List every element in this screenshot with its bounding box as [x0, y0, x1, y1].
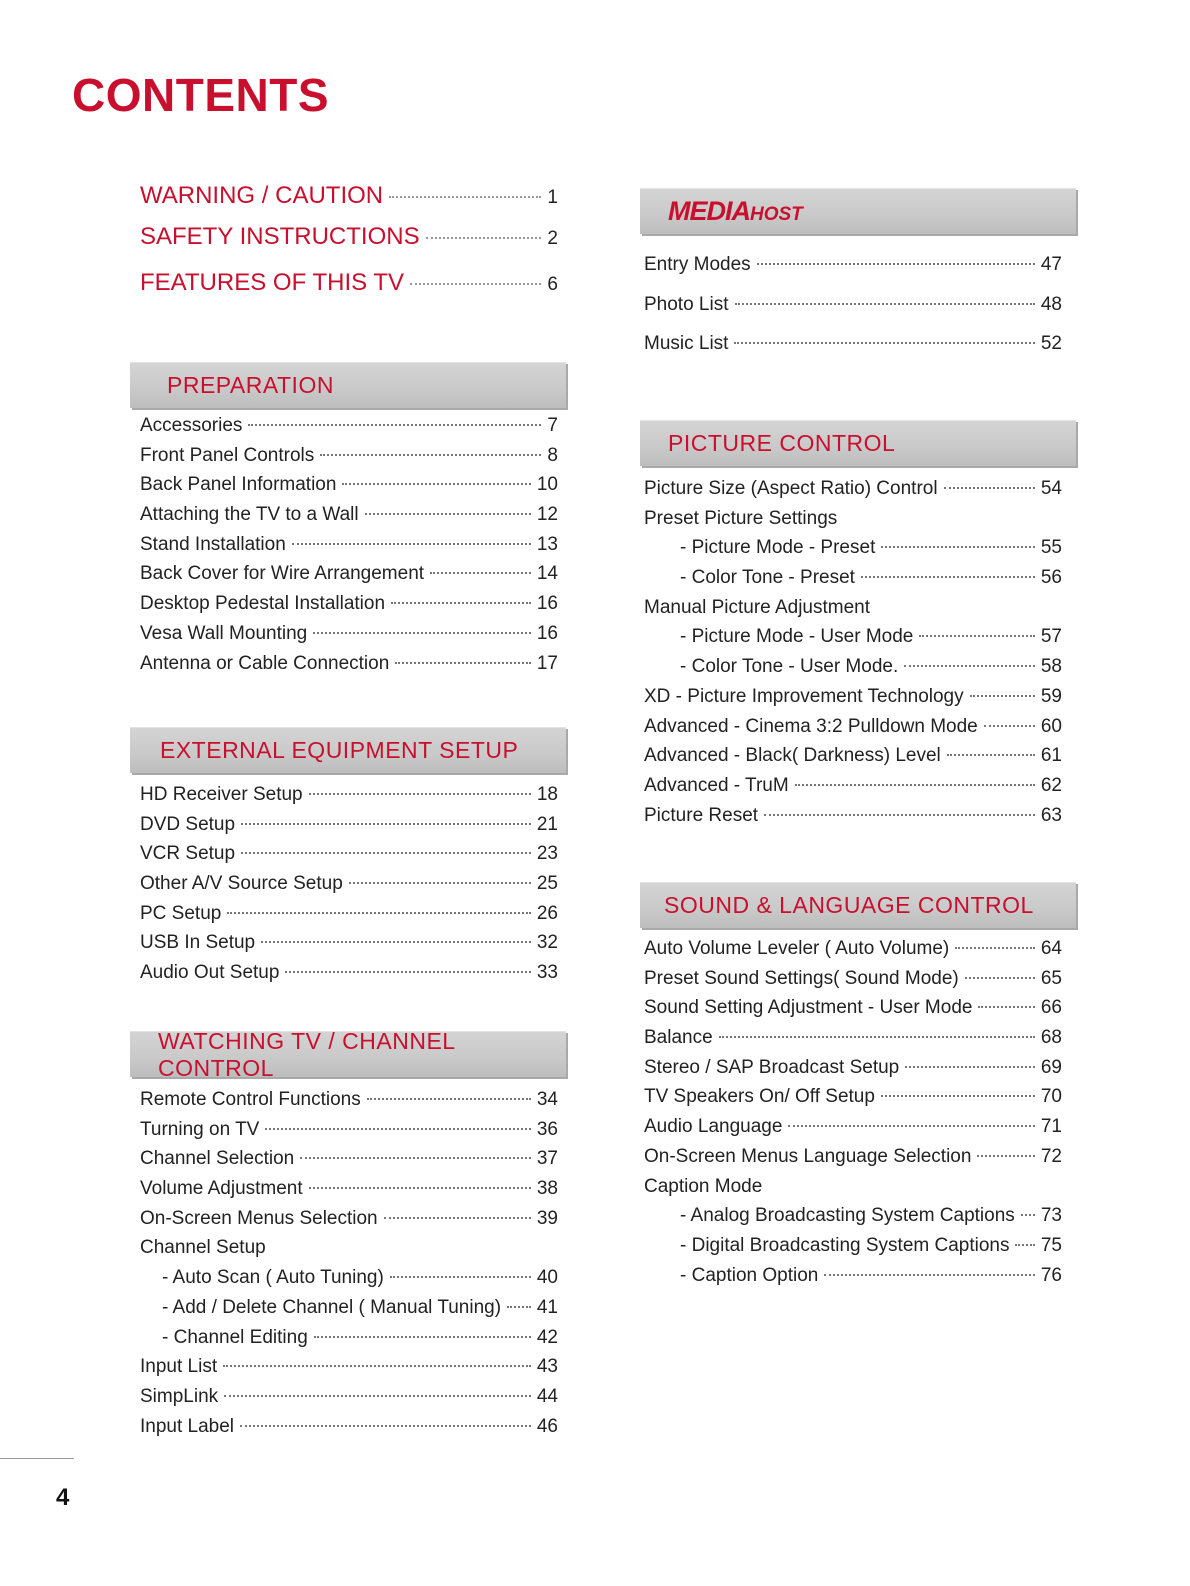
toc-entry-channel-selection[interactable]: [140, 1148, 558, 1178]
section-header-mediahost: [640, 188, 1076, 234]
dot-leader: [349, 882, 531, 884]
toc-entry-title: Photo List: [644, 293, 729, 315]
dot-leader: [241, 823, 531, 825]
toc-entry-title: Channel Setup: [140, 1237, 266, 1259]
toc-entry-title: - Color Tone - User Mode.: [680, 656, 899, 678]
toc-entry-title: Entry Modes: [644, 254, 751, 275]
toc-entry-title: Advanced - TruM: [644, 774, 789, 796]
toc-entry-page: 25: [536, 873, 558, 895]
toc-entry-title: HD Receiver Setup: [140, 784, 303, 805]
toc-entry-page: 57: [1040, 626, 1062, 648]
toc-entry-page: 70: [1040, 1086, 1062, 1108]
section-title: WATCHING TV / CHANNEL CONTROL: [158, 1027, 455, 1081]
dot-leader: [261, 941, 531, 943]
dot-leader: [265, 1128, 531, 1130]
dot-leader: [390, 1276, 531, 1278]
dot-leader: [365, 513, 531, 515]
toc-entry-usb-in-setup[interactable]: [140, 932, 558, 962]
toc-entry-title: Stereo / SAP Broadcast Setup: [644, 1056, 900, 1078]
toc-entry-page: 32: [536, 932, 558, 954]
toc-entry-title: Advanced - Black( Darkness) Level: [644, 745, 941, 767]
toc-link-features[interactable]: [140, 269, 558, 301]
toc-entry-page: 8: [547, 444, 558, 466]
dot-leader: [904, 665, 1035, 667]
toc-entry-digital-broadcasting-system-captions[interactable]: [644, 1235, 1062, 1265]
toc-entry-page: 68: [1040, 1027, 1062, 1049]
toc-entry-page: 41: [536, 1296, 558, 1318]
toc-entry-page: 73: [1040, 1205, 1062, 1227]
dot-leader: [313, 632, 531, 634]
dot-leader: [410, 283, 541, 285]
toc-entry-page: 64: [1040, 938, 1062, 959]
toc-entry-color-tone-user-mode[interactable]: [644, 656, 1062, 686]
toc-entry-picture-mode-preset[interactable]: [644, 537, 1062, 567]
dot-leader: [970, 695, 1035, 697]
toc-entry-title: Stand Installation: [140, 533, 286, 555]
dot-leader: [919, 635, 1035, 637]
toc-entry-attaching-the-tv-to-a-wall[interactable]: [140, 504, 558, 534]
toc-entry-input-label[interactable]: [140, 1416, 558, 1446]
toc-entry-picture-reset[interactable]: [644, 805, 1062, 835]
toc-entry-title: Desktop Pedestal Installation: [140, 593, 386, 615]
toc-entry-title: USB In Setup: [140, 932, 256, 954]
page-title: CONTENTS: [72, 69, 329, 121]
dot-leader: [384, 1217, 531, 1219]
toc-entry-page: 17: [536, 652, 558, 674]
dot-leader: [1015, 1244, 1034, 1246]
toc-entry-title: Preset Picture Settings: [644, 507, 838, 529]
toc-entry-input-list[interactable]: [140, 1356, 558, 1386]
dot-leader: [391, 602, 531, 604]
toc-entry-title: Picture Reset: [644, 804, 759, 826]
footer-rule: [0, 1458, 74, 1459]
toc-entry-title: Channel Selection: [140, 1148, 295, 1170]
toc-entry-page: 36: [536, 1118, 558, 1140]
toc-entry-title: Front Panel Controls: [140, 444, 315, 466]
toc-entry-manual-picture-adjustment[interactable]: [644, 597, 1062, 627]
toc-entry-title: Back Panel Information: [140, 474, 337, 496]
dot-leader: [241, 852, 531, 854]
toc-entry-turning-on-tv[interactable]: [140, 1119, 558, 1149]
toc-entry-page: 14: [536, 563, 558, 585]
dot-leader: [1021, 1214, 1035, 1216]
toc-entry-front-panel-controls[interactable]: [140, 445, 558, 475]
toc-entry-page: 63: [1040, 804, 1062, 826]
toc-entry-auto-volume-leveler-auto-volume[interactable]: [644, 938, 1062, 968]
toc-entry-balance[interactable]: [644, 1027, 1062, 1057]
toc-entry-volume-adjustment[interactable]: [140, 1178, 558, 1208]
toc-entry-title: - Caption Option: [680, 1264, 819, 1286]
toc-entry-vesa-wall-mounting[interactable]: [140, 623, 558, 653]
toc-link-page: 1: [547, 187, 558, 208]
toc-entry-title: VCR Setup: [140, 843, 236, 865]
toc-entry-remote-control-functions[interactable]: [140, 1089, 558, 1119]
toc-entry-title: Advanced - Cinema 3:2 Pulldown Mode: [644, 715, 978, 737]
toc-entry-page: 42: [536, 1326, 558, 1348]
dot-leader: [735, 303, 1035, 305]
toc-entry-advanced-cinema-3-2-pulldown-mode[interactable]: [644, 716, 1062, 746]
dot-leader: [757, 263, 1035, 265]
section-header-preparation: [130, 362, 566, 408]
toc-entry-page: 39: [536, 1207, 558, 1229]
dot-leader: [300, 1157, 531, 1159]
dot-leader: [426, 237, 542, 239]
toc-entry-back-cover-for-wire-arrangement[interactable]: [140, 563, 558, 593]
toc-entry-title: - Auto Scan ( Auto Tuning): [162, 1267, 384, 1289]
toc-entry-auto-scan-auto-tuning[interactable]: [140, 1267, 558, 1297]
toc-entry-title: Manual Picture Adjustment: [644, 596, 871, 618]
dot-leader: [342, 483, 530, 485]
toc-entry-page: 75: [1040, 1234, 1062, 1256]
toc-entry-title: On-Screen Menus Selection: [140, 1207, 378, 1229]
toc-entry-picture-mode-user-mode[interactable]: [644, 626, 1062, 656]
toc-entry-pc-setup[interactable]: [140, 903, 558, 933]
dot-leader: [881, 1095, 1035, 1097]
dot-leader: [861, 576, 1035, 578]
toc-entry-page: 76: [1040, 1264, 1062, 1286]
toc-entry-on-screen-menus-language-selection[interactable]: [644, 1146, 1062, 1176]
toc-entry-title: Caption Mode: [644, 1175, 763, 1197]
dot-leader: [978, 1006, 1034, 1008]
toc-link-page: 6: [547, 274, 558, 295]
toc-entry-tv-speakers-on-off-setup[interactable]: [644, 1086, 1062, 1116]
toc-entry-title: TV Speakers On/ Off Setup: [644, 1086, 875, 1108]
dot-leader: [947, 754, 1035, 756]
toc-entry-page: 43: [536, 1356, 558, 1378]
toc-entry-audio-out-setup[interactable]: [140, 962, 558, 992]
toc-entry-title: Accessories: [140, 415, 243, 436]
toc-entry-page: 34: [536, 1089, 558, 1110]
toc-entry-caption-option[interactable]: [644, 1265, 1062, 1295]
dot-leader: [309, 793, 531, 795]
toc-entry-page: 56: [1040, 567, 1062, 589]
toc-entry-title: On-Screen Menus Language Selection: [644, 1145, 972, 1167]
toc-entry-page: 55: [1040, 537, 1062, 559]
toc-entry-title: - Picture Mode - User Mode: [680, 626, 914, 648]
toc-entry-title: Remote Control Functions: [140, 1089, 361, 1110]
toc-entry-preset-sound-settings-sound-mode[interactable]: [644, 968, 1062, 998]
section-title: SOUND & LANGUAGE CONTROL: [664, 892, 1034, 918]
toc-entry-title: Preset Sound Settings( Sound Mode): [644, 967, 959, 989]
toc-entry-title: - Color Tone - Preset: [680, 567, 855, 589]
section-header-picture-control: [640, 420, 1076, 466]
toc-entry-title: Back Cover for Wire Arrangement: [140, 563, 425, 585]
dot-leader: [795, 784, 1035, 786]
toc-entry-title: Input Label: [140, 1415, 235, 1437]
dot-leader: [367, 1098, 531, 1100]
toc-entry-page: 16: [536, 622, 558, 644]
toc-entry-picture-size-aspect-ratio-control[interactable]: [644, 478, 1062, 508]
dot-leader: [309, 1187, 531, 1189]
section-title: PICTURE CONTROL: [668, 430, 896, 456]
dot-leader: [824, 1274, 1035, 1276]
toc-entry-title: Vesa Wall Mounting: [140, 622, 308, 644]
toc-entry-title: Other A/V Source Setup: [140, 873, 343, 895]
toc-list-mediahost: [644, 254, 1062, 373]
toc-entry-stereo-sap-broadcast-setup[interactable]: [644, 1057, 1062, 1087]
toc-entry-title: Input List: [140, 1356, 218, 1378]
toc-entry-page: 47: [1040, 254, 1062, 275]
toc-entry-title: Auto Volume Leveler ( Auto Volume): [644, 938, 950, 959]
dot-leader: [955, 947, 1035, 949]
toc-entry-page: 12: [536, 504, 558, 526]
toc-entry-advanced-trum[interactable]: [644, 775, 1062, 805]
dot-leader: [248, 424, 541, 426]
toc-entry-page: 71: [1040, 1116, 1062, 1138]
toc-entry-page: 58: [1040, 656, 1062, 678]
toc-list-picture-control: [644, 478, 1062, 834]
toc-list-external-equipment: [140, 784, 558, 992]
toc-list-sound-language: [644, 938, 1062, 1294]
toc-entry-photo-list[interactable]: [644, 294, 1062, 334]
toc-entry-page: 62: [1040, 774, 1062, 796]
toc-entry-page: 13: [536, 533, 558, 555]
toc-entry-page: 66: [1040, 997, 1062, 1019]
toc-entry-channel-setup[interactable]: [140, 1237, 558, 1267]
dot-leader: [227, 912, 531, 914]
toc-entry-title: Antenna or Cable Connection: [140, 652, 390, 674]
toc-entry-title: Audio Language: [644, 1116, 783, 1138]
section-header-external-equipment: [130, 727, 566, 773]
dot-leader: [507, 1306, 531, 1308]
dot-leader: [223, 1365, 531, 1367]
toc-entry-page: 23: [536, 843, 558, 865]
toc-link-title: WARNING / CAUTION: [140, 182, 384, 209]
toc-entry-title: Sound Setting Adjustment - User Mode: [644, 997, 973, 1019]
toc-entry-advanced-black-darkness-level[interactable]: [644, 745, 1062, 775]
toc-entry-page: 54: [1040, 478, 1062, 499]
toc-entry-title: XD - Picture Improvement Technology: [644, 685, 964, 707]
toc-link-page: 2: [547, 228, 558, 249]
dot-leader: [881, 546, 1035, 548]
toc-entry-page: 52: [1040, 333, 1062, 354]
dot-leader: [314, 1336, 531, 1338]
toc-entry-title: DVD Setup: [140, 813, 236, 835]
toc-entry-vcr-setup[interactable]: [140, 843, 558, 873]
toc-entry-page: 40: [536, 1267, 558, 1289]
dot-leader: [224, 1395, 531, 1397]
toc-entry-accessories[interactable]: [140, 415, 558, 445]
dot-leader: [788, 1125, 1034, 1127]
page-number: 4: [56, 1484, 70, 1511]
toc-entry-page: 33: [536, 962, 558, 984]
toc-entry-caption-mode[interactable]: [644, 1176, 1062, 1206]
toc-entry-page: 48: [1040, 293, 1062, 315]
dot-leader: [292, 543, 531, 545]
toc-entry-page: 59: [1040, 685, 1062, 707]
toc-entry-title: - Add / Delete Channel ( Manual Tuning): [162, 1296, 502, 1318]
section-title: EXTERNAL EQUIPMENT SETUP: [160, 737, 519, 763]
mediahost-title-main: MEDIA: [668, 196, 750, 226]
section-title: [668, 196, 803, 227]
toc-entry-title: Turning on TV: [140, 1118, 260, 1140]
toc-entry-entry-modes[interactable]: [644, 254, 1062, 294]
toc-list-preparation: [140, 415, 558, 682]
toc-entry-title: Volume Adjustment: [140, 1178, 303, 1200]
toc-entry-page: 72: [1040, 1145, 1062, 1167]
toc-entry-page: 44: [536, 1385, 558, 1407]
toc-entry-page: 21: [536, 813, 558, 835]
toc-entry-other-a-v-source-setup[interactable]: [140, 873, 558, 903]
toc-entry-add-delete-channel-manual-tuning[interactable]: [140, 1297, 558, 1327]
toc-entry-antenna-or-cable-connection[interactable]: [140, 653, 558, 683]
toc-entry-page: 37: [536, 1148, 558, 1170]
toc-entry-title: Audio Out Setup: [140, 962, 280, 984]
dot-leader: [240, 1425, 531, 1427]
toc-list-watching-tv: [140, 1089, 558, 1445]
toc-entry-desktop-pedestal-installation[interactable]: [140, 593, 558, 623]
dot-leader: [965, 977, 1035, 979]
toc-link-warning-caution[interactable]: [140, 182, 558, 214]
toc-entry-back-panel-information[interactable]: [140, 474, 558, 504]
toc-entry-title: - Analog Broadcasting System Captions: [680, 1205, 1015, 1227]
toc-entry-page: 46: [536, 1415, 558, 1437]
toc-entry-dvd-setup[interactable]: [140, 814, 558, 844]
dot-leader: [395, 662, 531, 664]
toc-link-title: FEATURES OF THIS TV: [140, 269, 405, 296]
toc-entry-on-screen-menus-selection[interactable]: [140, 1208, 558, 1238]
toc-entry-preset-picture-settings[interactable]: [644, 508, 1062, 538]
dot-leader: [285, 971, 530, 973]
toc-link-title: SAFETY INSTRUCTIONS: [140, 223, 420, 250]
toc-entry-page: 69: [1040, 1056, 1062, 1078]
toc-entry-page: 60: [1040, 715, 1062, 737]
toc-entry-simplink[interactable]: [140, 1386, 558, 1416]
toc-entry-title: Picture Size (Aspect Ratio) Control: [644, 478, 938, 499]
toc-link-safety-instructions[interactable]: [140, 223, 558, 255]
toc-entry-color-tone-preset[interactable]: [644, 567, 1062, 597]
dot-leader: [984, 725, 1035, 727]
dot-leader: [977, 1155, 1034, 1157]
toc-entry-title: SimpLink: [140, 1385, 219, 1407]
toc-entry-music-list[interactable]: [644, 333, 1062, 373]
toc-entry-analog-broadcasting-system-captions[interactable]: [644, 1205, 1062, 1235]
dot-leader: [320, 454, 541, 456]
toc-entry-title: Music List: [644, 333, 729, 354]
toc-entry-audio-language[interactable]: [644, 1116, 1062, 1146]
toc-entry-stand-installation[interactable]: [140, 534, 558, 564]
toc-entry-title: Attaching the TV to a Wall: [140, 504, 359, 526]
toc-entry-title: - Channel Editing: [162, 1326, 308, 1348]
toc-entry-hd-receiver-setup[interactable]: [140, 784, 558, 814]
section-header-watching-tv: [130, 1027, 566, 1081]
toc-entry-xd-picture-improvement-technology[interactable]: [644, 686, 1062, 716]
toc-entry-page: 18: [536, 784, 558, 805]
dot-leader: [430, 572, 531, 574]
dot-leader: [905, 1066, 1035, 1068]
toc-entry-page: 26: [536, 902, 558, 924]
dot-leader: [944, 487, 1035, 489]
toc-entry-title: - Picture Mode - Preset: [680, 537, 876, 559]
dot-leader: [764, 814, 1035, 816]
section-title: PREPARATION: [167, 372, 334, 398]
section-header-sound-language: [640, 882, 1076, 928]
dot-leader: [734, 342, 1034, 344]
dot-leader: [719, 1036, 1035, 1038]
toc-entry-channel-editing[interactable]: [140, 1327, 558, 1357]
toc-entry-title: PC Setup: [140, 902, 222, 924]
toc-entry-page: 61: [1040, 745, 1062, 767]
toc-entry-page: 16: [536, 593, 558, 615]
toc-entry-page: 7: [547, 415, 558, 436]
toc-entry-page: 10: [536, 474, 558, 496]
toc-entry-title: Balance: [644, 1027, 713, 1049]
toc-entry-page: 38: [536, 1178, 558, 1200]
mediahost-title-small: HOST: [750, 204, 803, 225]
toc-entry-page: 65: [1040, 967, 1062, 989]
toc-entry-sound-setting-adjustment-user-mode[interactable]: [644, 997, 1062, 1027]
toc-entry-title: - Digital Broadcasting System Captions: [680, 1234, 1010, 1256]
dot-leader: [389, 196, 541, 198]
